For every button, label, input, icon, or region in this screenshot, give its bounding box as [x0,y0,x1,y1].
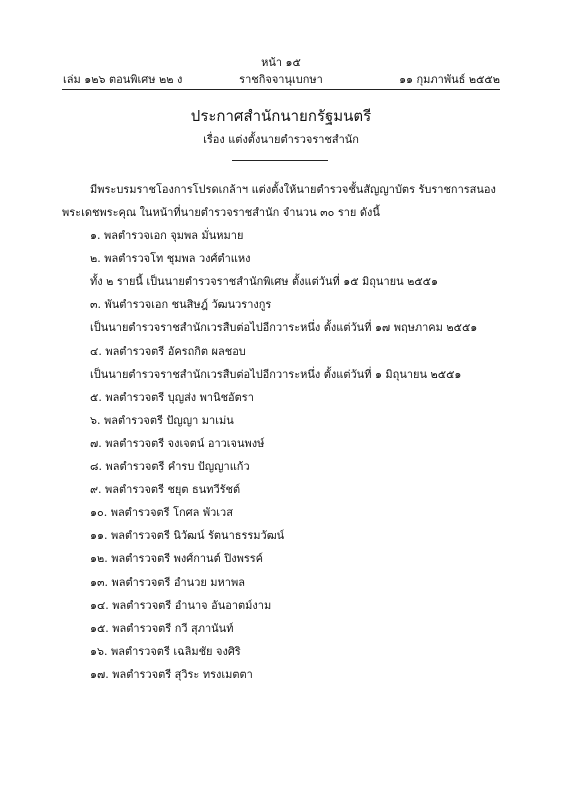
appointee-item: ๑๔. พลตำรวจตรี อำนาจ อันอาตม์งาม [90,599,272,612]
appointee-item: ๑๓. พลตำรวจตรี อำนวย มหาพล [90,576,245,589]
appointee-item: ๑๖. พลตำรวจตรี เฉลิมชัย จงศิริ [90,645,241,658]
announcement-title: ประกาศสำนักนายกรัฐมนตรี [190,107,372,125]
appointee-item: ๕. พลตำรวจตรี บุญส่ง พานิชอัตรา [90,391,254,404]
header-divider [62,89,500,90]
appointment-note: เป็นนายตำรวจราชสำนักเวรสืบต่อไปอีกวาระหนึ่ง ตั้งแต่วันที่ ๑๗ พฤษภาคม ๒๕๕๑ [90,321,478,334]
appointee-item: ๑๑. พลตำรวจตรี นิวัฒน์ รัตนาธรรมวัฒน์ [90,529,285,542]
appointee-item: ๑๕. พลตำรวจตรี กวี สุภานันท์ [90,622,234,635]
appointee-item: ๓. พันตำรวจเอก ชนสิษฎ์ วัฒนวรางกูร [90,298,272,311]
appointee-item: ๖. พลตำรวจตรี ปัญญา มาเม่น [90,414,234,427]
volume-info: เล่ม ๑๒๖ ตอนพิเศษ ๒๒ ง [63,73,183,86]
appointee-item: ๑. พลตำรวจเอก จุมพล มั่นหมาย [90,229,244,242]
appointee-item: ๒. พลตำรวจโท ชุมพล วงศ์ตำแหง [90,252,251,265]
appointee-item: ๔. พลตำรวจตรี อัครถกิต ผลชอบ [90,345,246,358]
appointment-note: ทั้ง ๒ รายนี้ เป็นนายตำรวจราชสำนักพิเศษ ตั้งแต่วันที่ ๑๕ มิถุนายน ๒๕๕๑ [90,275,438,288]
appointee-item: ๑๐. พลตำรวจตรี โกศล พัวเวส [90,506,233,519]
title-underline [232,160,328,161]
appointee-item: ๙. พลตำรวจตรี ชยุต ธนทวีรัชต์ [90,483,241,496]
intro-line-2: พระเดชพระคุณ ในหน้าที่นายตำรวจราชสำนัก จำนวน ๓๐ ราย ดังนี้ [62,206,380,219]
announcement-subject: เรื่อง แต่งตั้งนายตำรวจราชสำนัก [203,133,359,146]
appointee-item: ๑๒. พลตำรวจตรี พงศ์กานต์ ปิงพรรค์ [90,552,263,565]
intro-line-1: มีพระบรมราชโองการโปรดเกล้าฯ แต่งตั้งให้นายตำรวจชั้นสัญญาบัตร รับราชการสนอง [90,183,496,196]
publication-date: ๑๑ กุมภาพันธ์ ๒๕๕๒ [399,73,500,86]
appointee-item: ๗. พลตำรวจตรี จงเจตน์ อาวเจนพงษ์ [90,437,265,450]
appointment-note: เป็นนายตำรวจราชสำนักเวรสืบต่อไปอีกวาระหนึ่ง ตั้งแต่วันที่ ๑ มิถุนายน ๒๕๕๑ [90,368,462,381]
appointee-item: ๘. พลตำรวจตรี คำรบ ปัญญาแก้ว [90,460,250,473]
appointee-item: ๑๗. พลตำรวจตรี สุวิระ ทรงเมตตา [90,668,253,681]
page-number: หน้า ๑๕ [261,56,301,69]
gazette-name: ราชกิจจานุเบกษา [239,73,323,86]
